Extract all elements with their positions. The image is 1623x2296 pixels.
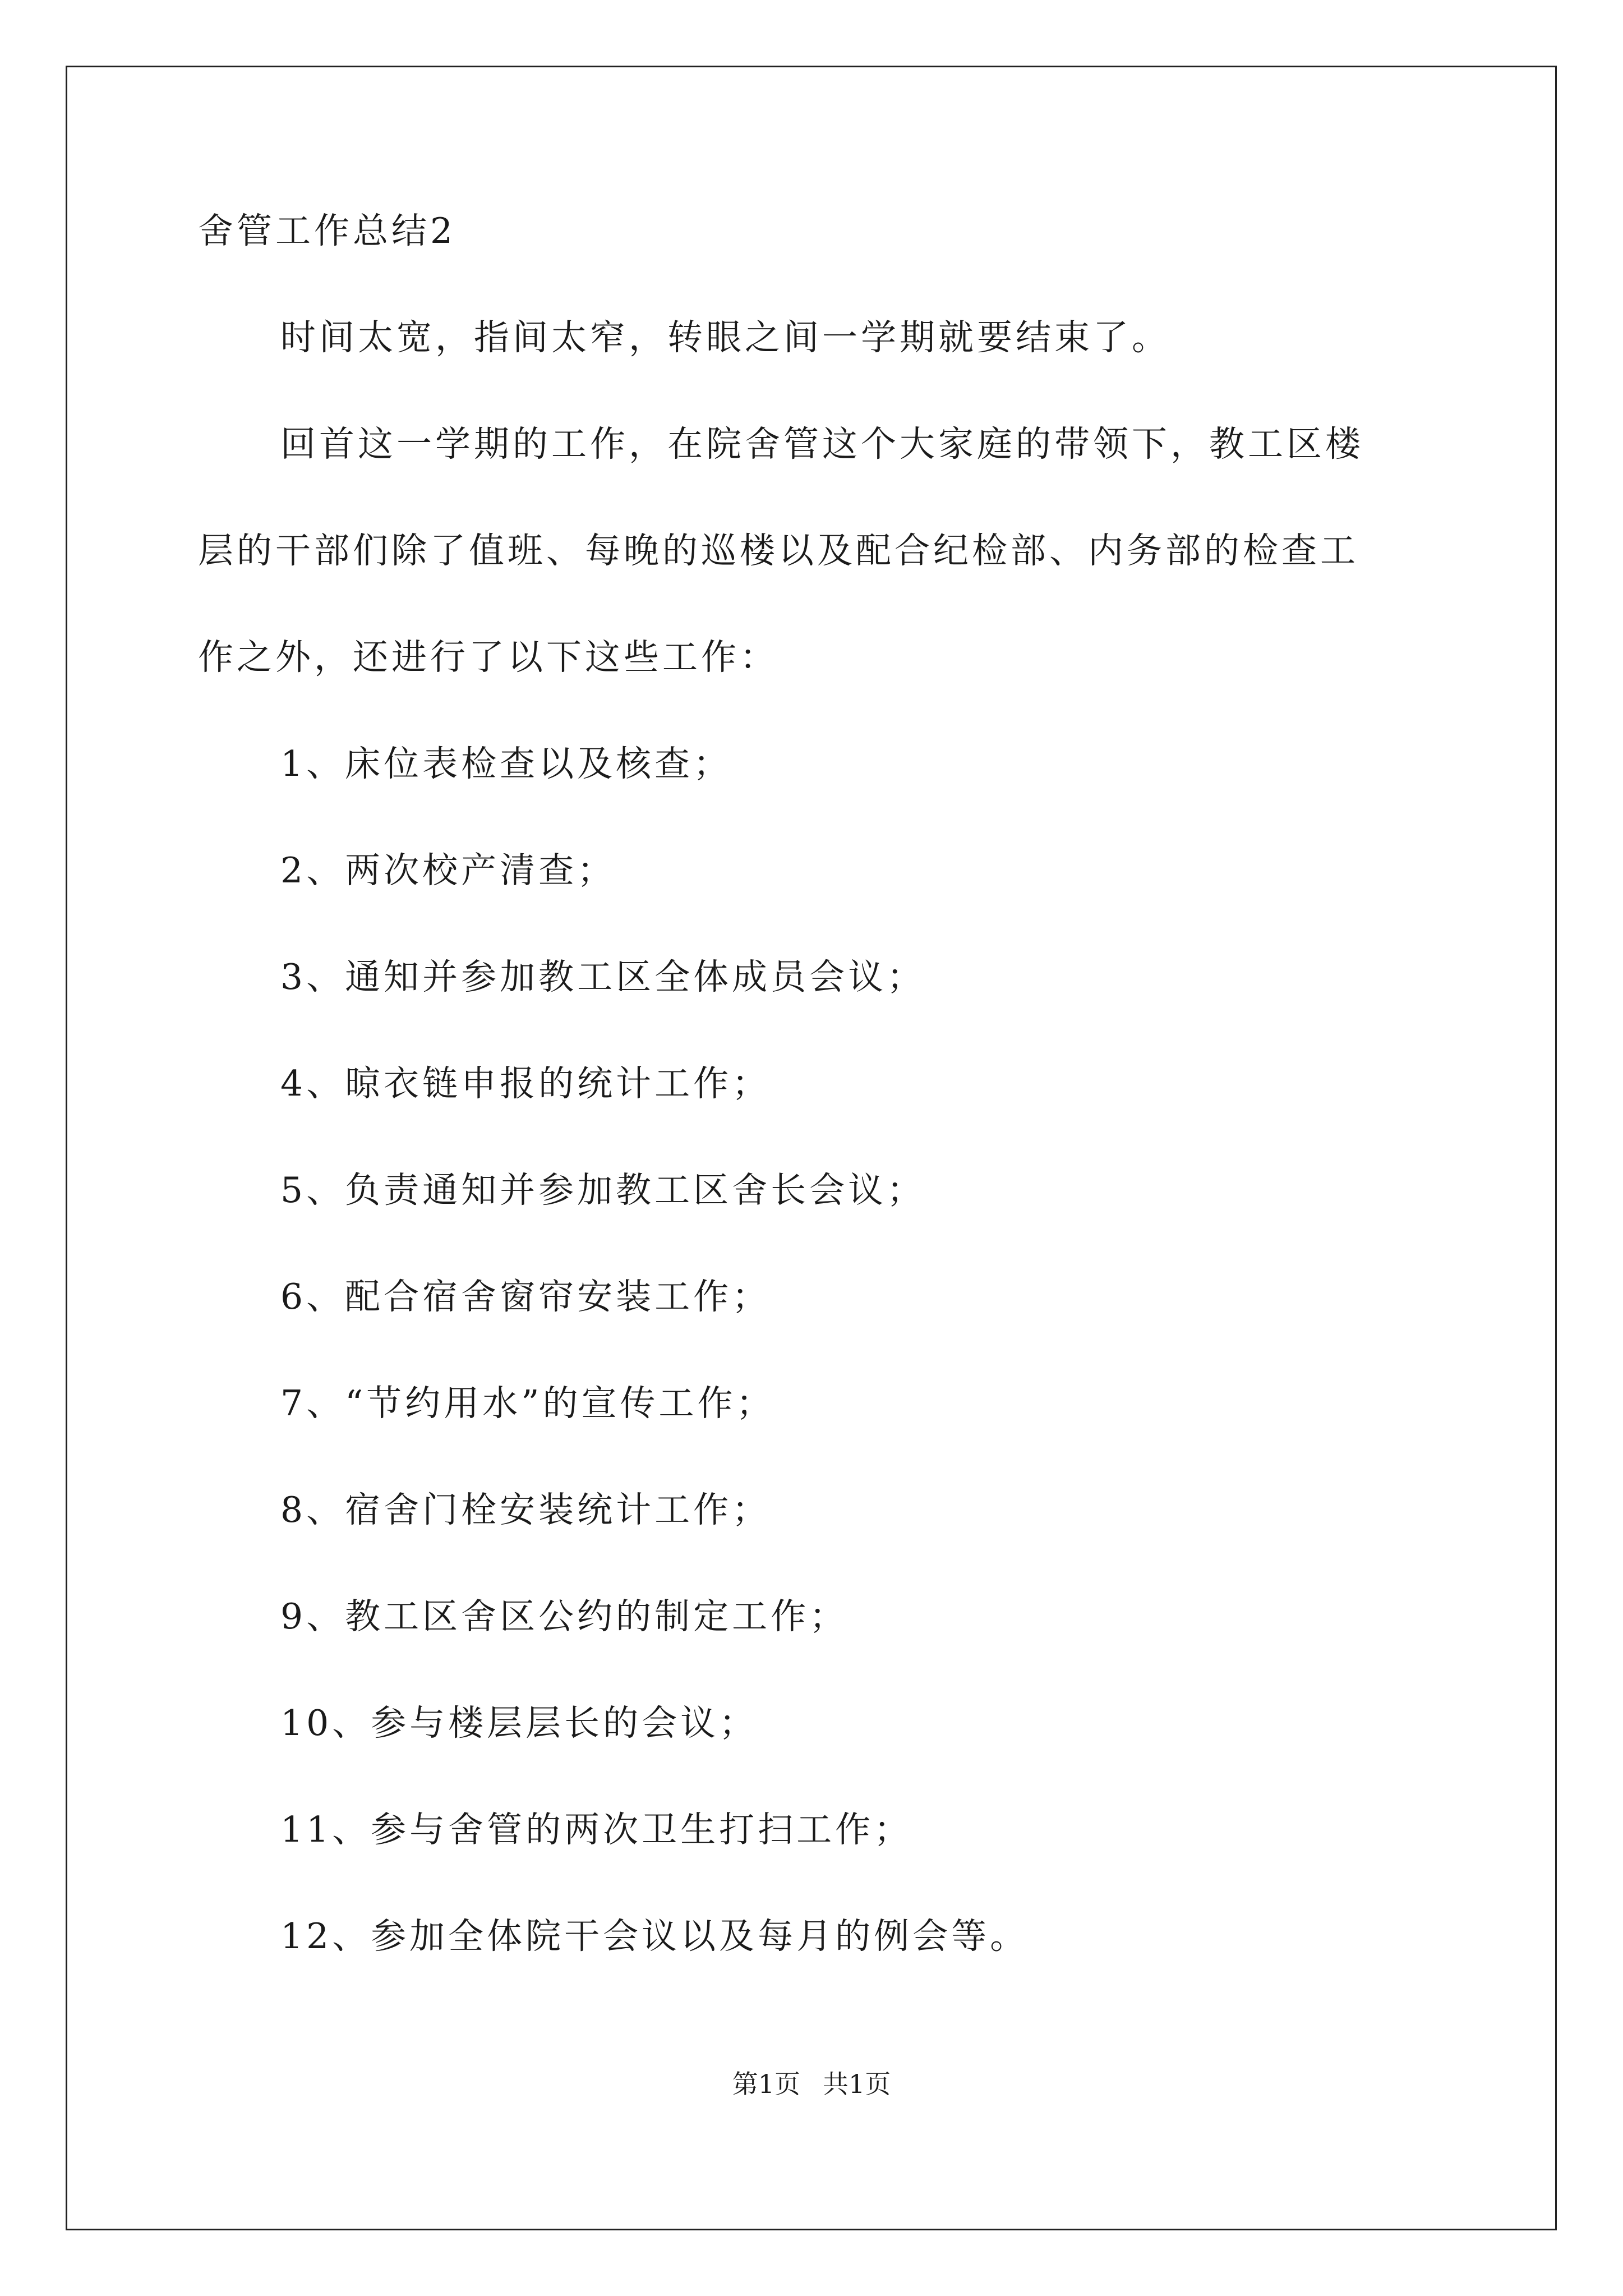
list-item: 8、宿舍门栓安装统计工作； — [280, 1489, 771, 1530]
page-number-current: 第1页 — [732, 2069, 800, 2099]
page-number-total: 共1页 — [823, 2069, 891, 2099]
list-item: 7、“节约用水”的宣传工作； — [280, 1383, 775, 1424]
list-item: 6、配合宿舍窗帘安装工作； — [280, 1276, 771, 1317]
list-item: 2、两次校产清查； — [280, 850, 616, 891]
list-item: 11、参与舍管的两次卫生打扫工作； — [280, 1809, 913, 1850]
page-footer — [0, 2067, 1623, 2101]
document-title: 舍管工作总结2 — [198, 210, 457, 251]
list-item: 12、参加全体院干会议以及每月的例会等。 — [280, 1916, 1029, 1957]
list-item: 3、通知并参加教工区全体成员会议； — [280, 956, 926, 997]
list-item: 10、参与楼层层长的会议； — [280, 1703, 758, 1743]
paragraph-line: 作之外，还进行了以下这些工作： — [198, 637, 778, 678]
paragraph-line: 回首这一学期的工作，在院舍管这个大家庭的带领下，教工区楼 — [280, 424, 1364, 464]
list-item: 4、晾衣链申报的统计工作； — [280, 1063, 771, 1104]
page-border — [66, 66, 1557, 2230]
list-item: 1、床位表检查以及核查； — [280, 743, 732, 784]
list-item: 5、负责通知并参加教工区舍长会议； — [280, 1170, 926, 1211]
paragraph-line: 时间太宽，指间太窄，转眼之间一学期就要结束了。 — [280, 317, 1170, 358]
paragraph-line: 层的干部们除了值班、每晚的巡楼以及配合纪检部、内务部的检查工 — [198, 530, 1359, 571]
list-item: 9、教工区舍区公约的制定工作； — [280, 1596, 849, 1637]
